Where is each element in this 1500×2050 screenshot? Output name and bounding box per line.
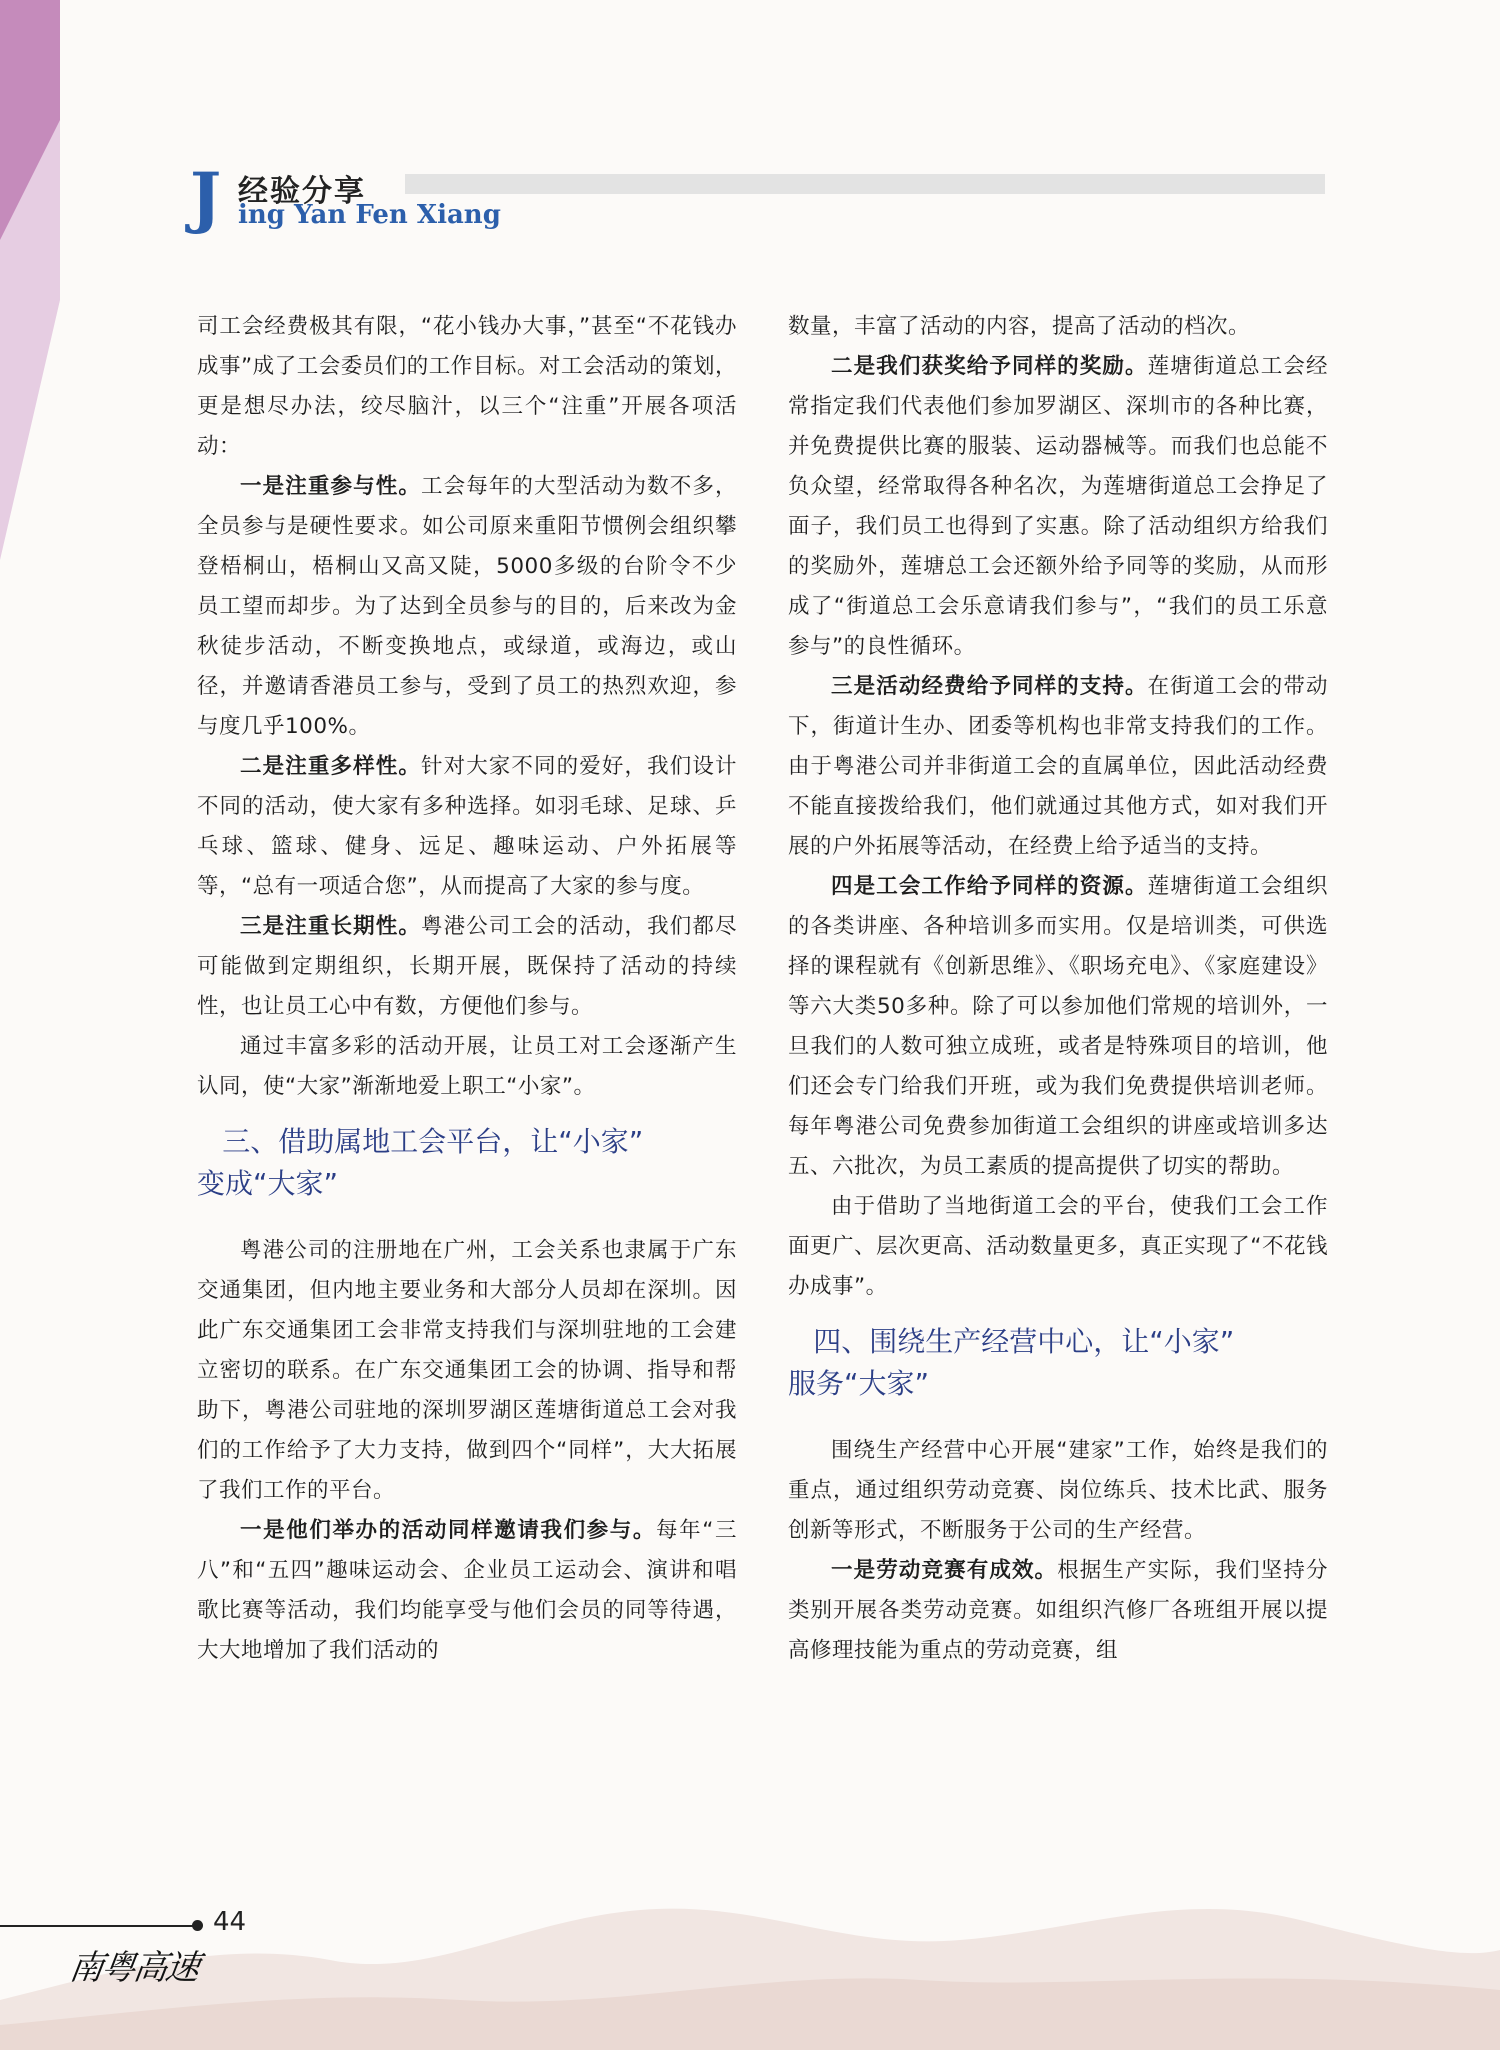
footer-rule [0, 1925, 195, 1927]
paragraph-lead: 四是工会工作给予同样的资源。 [831, 874, 1148, 899]
section-subtitle: ing Yan Fen Xiang [238, 200, 501, 230]
paragraph-text: 司工会经费极其有限，“花小钱办大事，”甚至“不花钱办成事”成了工会委员们的工作目标。对工会活动的策划，更是想尽办法，绞尽脑汁，以三个“注重”开展各项活动： [197, 314, 737, 459]
paragraph-text: 由于借助了当地街道工会的平台，使我们工会工作面更广、层次更高、活动数量更多，真正实现了“不花钱办成事”。 [788, 1194, 1328, 1299]
paragraph [788, 1431, 1328, 1551]
paragraph [788, 1187, 1328, 1307]
paragraph-lead: 三是注重长期性。 [240, 914, 421, 939]
paragraph-text: 在街道工会的带动下，街道计生办、团委等机构也非常支持我们的工作。由于粤港公司并非街道工会的直属单位，因此活动经费不能直接拨给我们，他们就通过其他方式，如对我们开展的户外拓展等活动，在经费上给予适当的支持。 [788, 674, 1328, 859]
section-header [190, 160, 1330, 240]
paragraph-lead: 一是他们举办的活动同样邀请我们参与。 [240, 1518, 657, 1543]
paragraph [788, 667, 1328, 867]
header-bar [405, 174, 1325, 194]
paragraph-lead: 二是注重多样性。 [240, 754, 421, 779]
heading-line: 变成“大家” [197, 1167, 339, 1200]
paragraph-text: 围绕生产经营中心开展“建家”工作，始终是我们的重点，通过组织劳动竞赛、岗位练兵、技术比武、服务创新等形式，不断服务于公司的生产经营。 [788, 1438, 1328, 1543]
paragraph-text: 针对大家不同的爱好，我们设计不同的活动，使大家有多种选择。如羽毛球、足球、乒乓球、篮球、健身、远足、趣味运动、户外拓展等等，“总有一项适合您”，从而提高了大家的参与度。 [197, 754, 737, 899]
paragraph [197, 1511, 737, 1671]
paragraph [788, 307, 1328, 347]
heading-line: 三、借助属地工会平台，让“小家” [222, 1125, 644, 1158]
header-initial: J [190, 158, 222, 236]
paragraph-lead: 一是注重参与性。 [240, 474, 421, 499]
paragraph-text: 工会每年的大型活动为数不多，全员参与是硬性要求。如公司原来重阳节惯例会组织攀登梧桐山，梧桐山又高又陡，5000多级的台阶令不少员工望而却步。为了达到全员参与的目的，后来改为金秋徒步活动，不断变换地点，或绿道，或海边，或山径，并邀请香港员工参与，受到了员工的热烈欢迎，参与度几乎100%。 [197, 474, 737, 739]
paragraph-text: 数量，丰富了活动的内容，提高了活动的档次。 [788, 314, 1251, 339]
section-title: 经验分享 [238, 174, 366, 209]
paragraph-text: 莲塘街道工会组织的各类讲座、各种培训多而实用。仅是培训类，可供选择的课程就有《创新思维》、《职场充电》、《家庭建设》等六大类50多种。除了可以参加他们常规的培训外，一旦我们的人数可独立成班，或者是特殊项目的培训，他们还会专门给我们开班，或为我们免费提供培训老师。每年粤港公司免费参加街道工会组织的讲座或培训多达五、六批次，为员工素质的提高提供了切实的帮助。 [788, 874, 1328, 1179]
paragraph [788, 867, 1328, 1187]
paragraph [197, 1231, 737, 1511]
paragraph-lead: 二是我们获奖给予同样的奖励。 [831, 354, 1148, 379]
heading-line: 四、围绕生产经营中心，让“小家” [813, 1325, 1235, 1358]
magazine-logo: 南粤高速 [66, 1948, 201, 1988]
mountain-backdrop [0, 1850, 1500, 2050]
paragraph-text: 粤港公司的注册地在广州，工会关系也隶属于广东交通集团，但内地主要业务和大部分人员却在深圳。因此广东交通集团工会非常支持我们与深圳驻地的工会建立密切的联系。在广东交通集团工会的协调、指导和帮助下，粤港公司驻地的深圳罗湖区莲塘街道总工会对我们的工作给予了大力支持，做到四个“同样”，大大拓展了我们工作的平台。 [197, 1238, 737, 1503]
paragraph [197, 747, 737, 907]
paragraph [197, 307, 737, 467]
heading-line: 服务“大家” [788, 1367, 930, 1400]
section-heading [197, 1121, 737, 1205]
section-heading [788, 1321, 1328, 1405]
paragraph [197, 907, 737, 1027]
paragraph-lead: 一是劳动竞赛有成效。 [831, 1558, 1058, 1583]
paragraph [788, 1551, 1328, 1671]
paragraph-text: 根据生产实际，我们坚持分类别开展各类劳动竞赛。如组织汽修厂各班组开展以提高修理技能为重点的劳动竞赛，组 [788, 1558, 1328, 1663]
paragraph-text: 每年“三八”和“五四”趣味运动会、企业员工运动会、演讲和唱歌比赛等活动，我们均能享受与他们会员的同等待遇，大大地增加了我们活动的 [197, 1518, 737, 1663]
paragraph-lead: 三是活动经费给予同样的支持。 [831, 674, 1148, 699]
paragraph [788, 347, 1328, 667]
paragraph-text: 莲塘街道总工会经常指定我们代表他们参加罗湖区、深圳市的各种比赛，并免费提供比赛的服装、运动器械等。而我们也总能不负众望，经常取得各种名次，为莲塘街道总工会挣足了面子，我们员工也得到了实惠。除了活动组织方给我们的奖励外，莲塘总工会还额外给予同等的奖励，从而形成了“街道总工会乐意请我们参与”，“我们的员工乐意参与”的良性循环。 [788, 354, 1328, 659]
paragraph-text: 通过丰富多彩的活动开展，让员工对工会逐渐产生认同，使“大家”渐渐地爱上职工“小家”。 [197, 1034, 737, 1099]
right-column [788, 307, 1328, 1671]
page-number: 44 [213, 1907, 247, 1937]
decorative-side-stripe [0, 0, 60, 560]
paragraph [197, 1027, 737, 1107]
paragraph-text: 粤港公司工会的活动，我们都尽可能做到定期组织，长期开展，既保持了活动的持续性，也让员工心中有数，方便他们参与。 [197, 914, 737, 1019]
paragraph [197, 467, 737, 747]
footer-dot [192, 1920, 203, 1931]
left-column [197, 307, 737, 1671]
